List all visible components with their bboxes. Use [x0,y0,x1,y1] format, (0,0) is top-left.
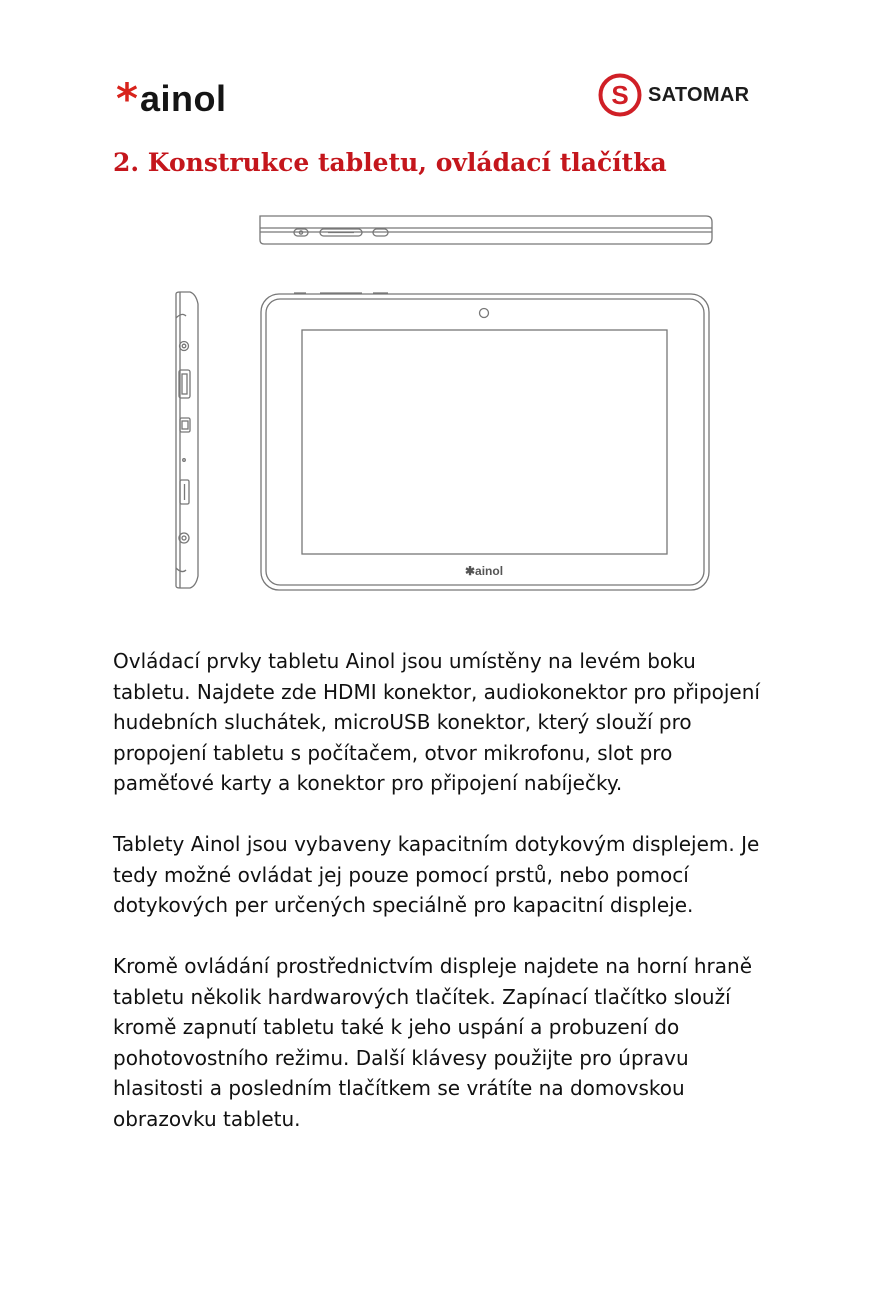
satomar-mark-icon [598,73,642,117]
paragraph-display: Tablety Ainol jsou vybaveny kapacitním dotykovým displejem. Je tedy možné ovládat jej pouze pomocí prstů, nebo pomocí dotykových per určených speciálně pro kapacitní displeje. [113,832,760,917]
satomar-logo [598,73,749,117]
paragraph-buttons: Kromě ovládání prostřednictvím displeje najdete na horní hraně tabletu několik hardwarových tlačítek. Zapínací tlačítko slouží kromě zapnutí tabletu také k jeho uspání a probuzení do pohotovostního režimu. Další klávesy použijte pro úpravu hlasitosti a posledním tlačítkem se vrátíte na domovskou obrazovku tabletu. [113,954,753,1131]
ainol-star-icon: * [116,74,138,123]
ainol-logo-text: ainol [139,78,227,119]
front-camera-icon [480,309,489,318]
ainol-logo [116,74,227,123]
satomar-logo-text: SATOMAR [648,83,750,106]
tablet-front-view [261,293,709,590]
satomar-mark-letter: S [611,80,629,110]
tablet-screen [302,330,667,554]
tablet-top-edge-view [260,216,712,244]
microphone-hole-icon [183,459,186,462]
tablet-left-side-view [176,292,198,588]
paragraph-controls: Ovládací prvky tabletu Ainol jsou umístěny na levém boku tabletu. Najdete zde HDMI konektor, audiokonektor pro připojení hudebních sluchátek, microUSB konektor, který slouží pro propojení tabletu s počítačem, otvor mikrofonu, slot pro paměťové karty a konektor pro připojení nabíječky. [113,649,760,795]
tablet-front-logo-text: ✱ainol [464,564,504,578]
section-heading: 2. Konstrukce tabletu, ovládací tlačítka [113,148,667,177]
body-text [113,646,777,1165]
audio-jack-icon [180,342,189,351]
tablet-diagram [160,208,720,608]
